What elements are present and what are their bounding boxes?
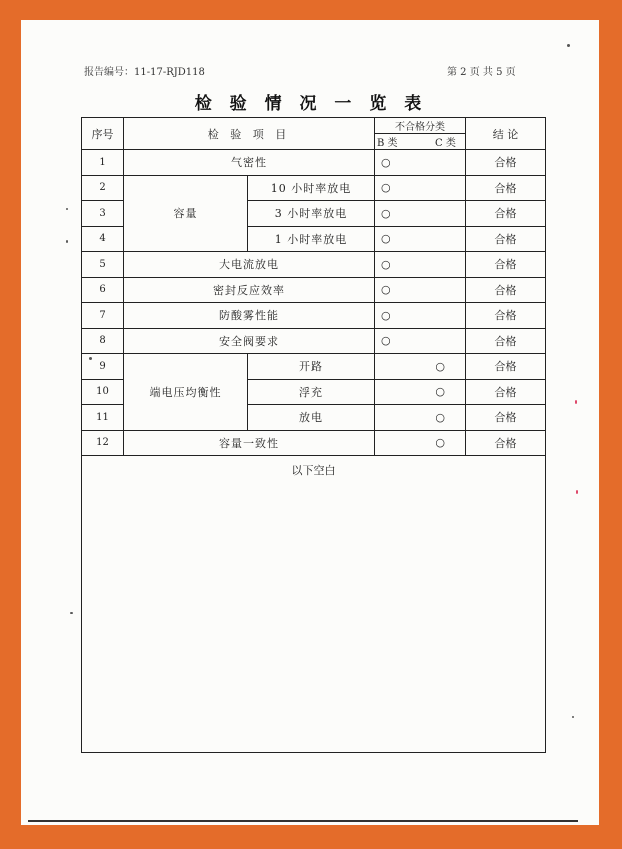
row-group: 容量	[124, 175, 248, 252]
header-class-b: B 类	[377, 138, 398, 149]
scan-speck	[70, 612, 73, 614]
blank-note: 以下空白	[82, 456, 546, 753]
row-class-c: ○	[375, 405, 466, 431]
row-result: 合格	[466, 430, 546, 456]
blank-area-row	[82, 456, 546, 753]
table-row	[82, 430, 546, 456]
table-row	[82, 150, 546, 176]
row-seq: 2	[82, 175, 124, 201]
scan-speck	[575, 400, 577, 404]
header-nonconform: 不合格分类	[375, 118, 466, 134]
row-item: 容量一致性	[124, 430, 375, 456]
scan-speck	[89, 357, 92, 360]
row-class-b: ○	[375, 303, 466, 329]
scan-speck	[576, 490, 578, 494]
row-subitem: 10 小时率放电	[248, 175, 375, 201]
table-header-row	[82, 118, 546, 134]
row-class-b: ○	[375, 150, 466, 176]
row-subitem: 3 小时率放电	[248, 201, 375, 227]
row-subitem: 浮充	[248, 379, 375, 405]
row-class-b: ○	[375, 226, 466, 252]
row-result: 合格	[466, 150, 546, 176]
row-seq: 4	[82, 226, 124, 252]
header-conclusion: 结 论	[466, 118, 546, 150]
scan-speck	[66, 208, 68, 210]
table-row	[82, 303, 546, 329]
header-item: 检 验 项 目	[124, 118, 375, 150]
table-row	[82, 277, 546, 303]
row-item: 安全阀要求	[124, 328, 375, 354]
row-result: 合格	[466, 277, 546, 303]
row-subitem: 开路	[248, 354, 375, 380]
header-class-bc	[375, 134, 466, 150]
row-result: 合格	[466, 201, 546, 227]
report-number: 报告编号：11-17-RJD118	[84, 67, 205, 78]
row-subitem: 放电	[248, 405, 375, 431]
row-seq: 7	[82, 303, 124, 329]
row-class-c: ○	[375, 379, 466, 405]
row-seq: 6	[82, 277, 124, 303]
row-seq: 10	[82, 379, 124, 405]
row-class-b: ○	[375, 175, 466, 201]
row-item: 防酸雾性能	[124, 303, 375, 329]
row-class-b: ○	[375, 201, 466, 227]
row-result: 合格	[466, 328, 546, 354]
row-result: 合格	[466, 226, 546, 252]
row-item: 气密性	[124, 150, 375, 176]
bottom-rule	[28, 820, 578, 822]
row-item: 密封反应效率	[124, 277, 375, 303]
scan-speck	[572, 716, 574, 718]
row-seq: 11	[82, 405, 124, 431]
row-seq: 9	[82, 354, 124, 380]
row-seq: 5	[82, 252, 124, 278]
row-result: 合格	[466, 379, 546, 405]
row-class-b: ○	[375, 252, 466, 278]
row-subitem: 1 小时率放电	[248, 226, 375, 252]
row-result: 合格	[466, 175, 546, 201]
table-row	[82, 328, 546, 354]
table-row	[82, 252, 546, 278]
table-row	[82, 354, 546, 380]
row-result: 合格	[466, 252, 546, 278]
row-seq: 12	[82, 430, 124, 456]
row-class-b: ○	[375, 328, 466, 354]
inspection-table	[81, 117, 546, 753]
row-seq: 3	[82, 201, 124, 227]
page-title: 检 验 情 况 一 览 表	[194, 94, 428, 114]
row-group: 端电压均衡性	[124, 354, 248, 431]
row-result: 合格	[466, 303, 546, 329]
row-result: 合格	[466, 405, 546, 431]
header-seq: 序号	[82, 118, 124, 150]
row-result: 合格	[466, 354, 546, 380]
row-seq: 1	[82, 150, 124, 176]
scan-speck	[66, 240, 68, 243]
row-class-c: ○	[375, 354, 466, 380]
row-class-b: ○	[375, 277, 466, 303]
row-item: 大电流放电	[124, 252, 375, 278]
page-info: 第 2 页 共 5 页	[447, 67, 516, 78]
table-row	[82, 175, 546, 201]
header-class-c: C 类	[435, 138, 456, 149]
scan-speck	[567, 44, 570, 47]
row-seq: 8	[82, 328, 124, 354]
row-class-c: ○	[375, 430, 466, 456]
